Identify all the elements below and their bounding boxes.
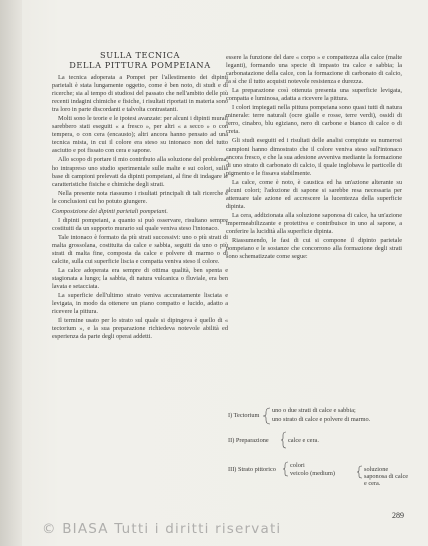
scheme-row-3-item-b: veicolo (medium) [290,470,335,477]
right-column [226,54,402,402]
paragraph: Gli studi eseguiti ed i risultati delle analisi compiute su numerosi campioni hanno dimostrato che il colore veniva steso sull'intonaco ancora fresco, e che la sua adesione avveniva mediante la formazione di uno strato di carbonato di calcio, il quale inglobava le particelle di pigmento e le fissava stabilmente. [226,137,402,177]
scheme-row-2-item-a: calce e cera. [288,437,319,444]
paragraph: La cera, addizionata alla soluzione saponosa di calce, ha un'azione impermeabilizzante e protettiva e contribuisce in uno al sapone, a conferire la lucidità alla superficie dipinta. [226,211,402,235]
title-line-2: DELLA PITTURA POMPEIANA [69,60,211,70]
paragraph: Molti sono le teorie e le ipotesi avanzate: per alcuni i dipinti murali sarebbero stati eseguiti « a fresco », per altri « a secco » o con tempera, o con cera (encausto); altri ancora hanno pensato ad una tecnica mista, in cui il colore era steso su intonaco non del tutto asciutto e poi fissato con cera e sapone. [52,115,228,155]
paragraph: I dipinti pompeiani, a quanto si può osservare, risultano sempre costituiti da un supporto murario sul quale veniva steso l'intonaco. [52,216,228,232]
scheme-row-2-label: II) Preparazione [228,437,269,444]
paragraph: La calce adoperata era sempre di ottima qualità, ben spenta e stagionata a lungo; la sabbia, di natura vulcanica o fluviale, era ben lavata e setacciata. [52,267,228,291]
paragraph: La tecnica adoperata a Pompei per l'allestimento dei dipinti parietali è stata lungamente oggetto, come è ben noto, di studi e di ricerche; sia al tempo di studiosi del passato che nell'ambito delle più recenti indagini chimiche e fisiche, i risultati riportati in materia sono tra loro in parte discordanti e talvolta contrastanti. [52,74,228,114]
paragraph: Riassumendo, le fasi di cui si compone il dipinto parietale pompeiano e le sostanze che concorrono alla formazione degli strati sono schematizzate come segue: [226,237,402,261]
scheme-row-3-item-c: soluzione saponosa di calce e cera. [364,466,409,487]
paragraph: Tale intonaco è formato da più strati successivi: uno o più strati di malta grossolana, costituita da calce e sabbia, seguiti da uno o più strati di malta fine, composta da calce e polvere di marmo o di calcite, sulla cui superficie liscia e compatta veniva steso il colore. [52,233,228,266]
paragraph: La preparazione così ottenuta presenta una superficie levigata, compatta e luminosa, adatta a ricevere la pittura. [226,87,402,103]
brace-2 [281,432,286,448]
paragraph: Allo scopo di portare il mio contributo alla soluzione del problema, ho intrapreso uno studio sperimentale sulle malte e sui colori, sulla base di campioni prelevati da dipinti pompeiani, al fine di indagare le caratteristiche fisiche e chimiche degli strati. [52,156,228,188]
scheme-row-3-item-a: colori [290,462,305,469]
left-column [52,74,228,508]
scheme-row-3-label: III) Strato pittorico [228,466,276,473]
brace-4 [357,466,362,478]
brace-3 [283,462,288,476]
page-number: 289 [392,511,404,520]
article-title [52,50,228,70]
paragraph: Il termine usato per lo strato sul quale si dipingeva è quello di « tectorium », e la sua preparazione richiedeva notevole abilità ed esperienza da parte degli operai addetti. [52,317,228,341]
paragraph: La superficie dell'ultimo strato veniva accuratamente lisciata e levigata, in modo da ottenere un piano compatto e lucido, adatto a ricevere la pittura. [52,292,228,316]
scheme-row-1-item-b: uno strato di calce e polvere di marmo. [272,416,371,423]
paragraph: I colori impiegati nella pittura pompeiana sono quasi tutti di natura minerale: terre naturali (ocre gialle e rosse, terre verdi), ossidi di ferro, cinabro, blu egiziano, nero di carbone e bianco di calce o di creta. [226,104,402,136]
paragraph: La calce, come è noto, è caustica ed ha un'azione alterante su alcuni colori; l'adozione di sapone si sarebbe resa necessaria per attenuare tale azione ed accrescere la lucentezza della superficie dipinta. [226,178,402,210]
paragraph: essere la funzione del dare « corpo » e compattezza alla calce (malte leganti), formando una specie di impasto tra calce e sabbia; la carbonatazione della calce, con la formazione di carbonato di calcio, fa sì che il tutto acquisti notevole resistenza e durezza. [226,54,402,86]
paragraph: Nella presente nota riassumo i risultati principali di tali ricerche e le conclusioni cui ho potuto giungere. [52,189,228,205]
copyright-watermark: © BIASA Tutti i diritti riservati [42,521,282,537]
scheme-row-1-item-a: uno o due strati di calce e sabbia; [272,407,356,414]
title-line-1: SULLA TECNICA [100,50,180,60]
composition-scheme [226,404,410,487]
brace-1 [263,408,270,424]
scheme-row-1-label: I) Tectorium [228,412,260,419]
book-spine-shadow [0,0,22,546]
section-subheading: Composizione dei dipinti parietali pompeiani. [52,207,168,215]
